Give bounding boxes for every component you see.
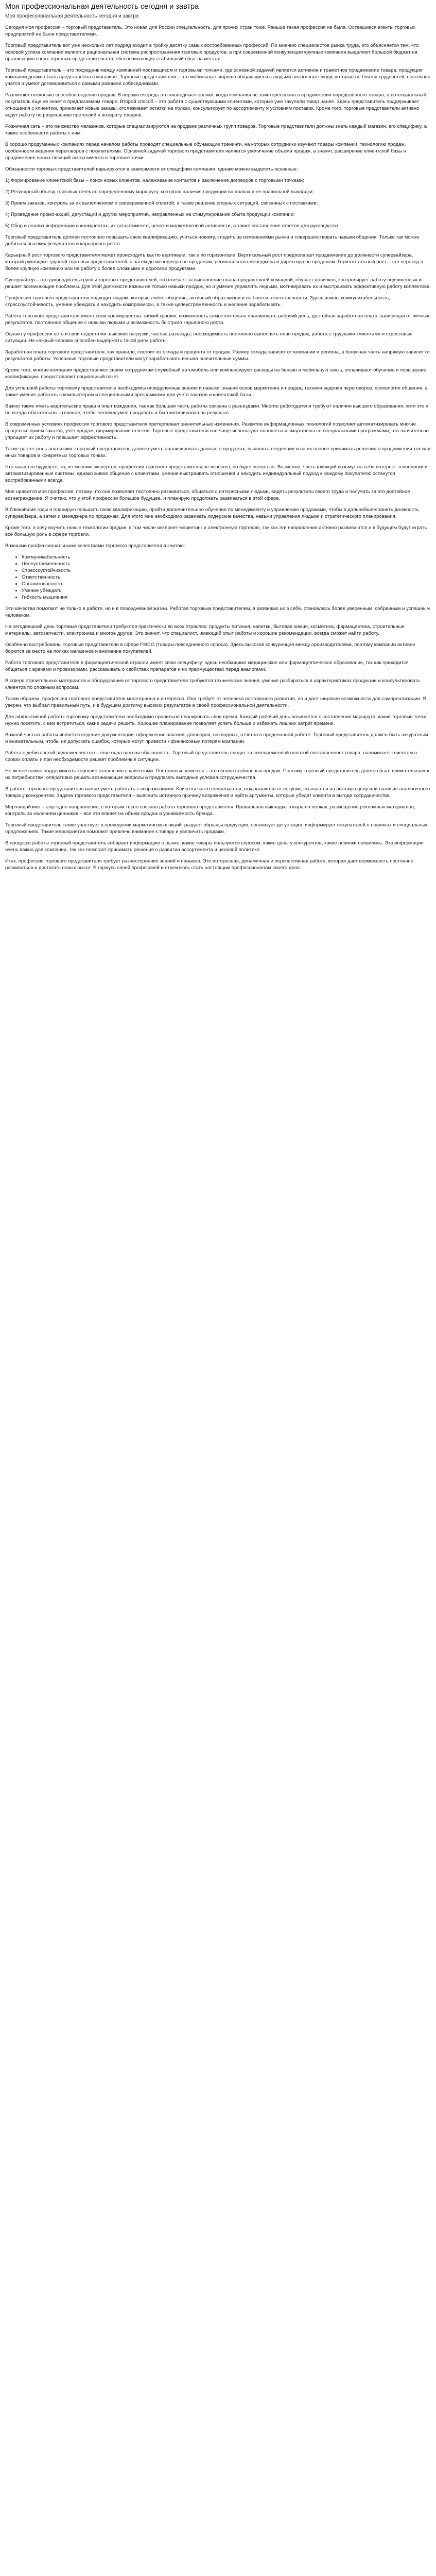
- paragraph: Не менее важно поддерживать хорошие отношения с клиентами. Постоянные клиенты – это основа стабильных продаж. Поэтому торговый представитель должен быть внимательным к их потребностям, оперативно решать возникающие вопросы и предлагать выгодные условия сотрудничества.: [5, 768, 429, 781]
- paragraph: Мерчандайзинг – еще одно направление, с которым тесно связана работа торгового представителя. Правильная выкладка товара на полках, размещение рекламных материалов, контроль за наличием ценников – все это влияет на объем продаж и узнаваемость бренда.: [5, 804, 415, 817]
- paragraph: Профессия торгового представителя подходит людям, которые любят общение, активный образ жизни и не боятся ответственности. Здесь важны коммуникабельность, стрессоустойчивость, умение убеждать и находить компромиссы, а также целеустремленность и желание зарабатывать.: [5, 295, 390, 308]
- paragraph: Работа торгового представителя имеет свои преимущества: гибкий график, возможность самостоятельно планировать рабочий день, достойная заработная плата, зависящая от личных результатов, постоянное общение с новыми людьми и возможность быстрого карьерного роста.: [5, 313, 429, 326]
- paragraph: Важной частью работы является ведение документации: оформление заказов, договоров, накладных, отчетов о проделанной работе. Торговый представитель должен быть аккуратным и внимательным, чтобы не допускать ошибок, которые могут привести к финансовым потерям компании.: [5, 732, 428, 744]
- paragraph: В сфере строительных материалов и оборудования от торгового представителя требуются технические знания, умение разбираться в характеристиках продукции и консультировать клиентов по сложным вопросам.: [5, 678, 420, 690]
- list-item: • Организованность: [22, 581, 431, 587]
- paragraph: Важно также иметь водительские права и опыт вождения, так как большая часть работы связана с разъездами. Многие работодатели требуют наличия высшего образования, хотя это и не всегда обязательно – главное, чтобы человек умел продавать и был мотивирован на результат.: [5, 403, 429, 416]
- page-title: Моя профессиональная деятельность сегодня и завтра: [5, 3, 199, 11]
- paragraph: В ближайшие годы я планирую повысить свою квалификацию, пройти дополнительное обучение по менеджменту и управлению продажами, чтобы в дальнейшем занять должность супервайзера, а затем и менеджера по продажам. Для этого мне необходимо развивать лидерские качества, навыки управления людьми и стратегического планирования.: [5, 507, 419, 519]
- paragraph: Для успешной работы торговому представителю необходимы определенные знания и навыки: знание основ маркетинга и продаж, техники ведения переговоров, психологии общения, а также умение работать с компьютером и специальными программами для учета заказов и клиентской базы.: [5, 385, 428, 398]
- paragraph: Супервайзер – это руководитель группы торговых представителей, он отвечает за выполнение плана продаж своей командой, обучает новичков, контролирует работу подчиненных и решает возникающие проблемы. Для этой должности важны не только навыки продаж, но и умение управлять людьми, мотивировать их и выстраивать эффективную работу коллектива.: [5, 277, 431, 290]
- paragraph: Различают несколько способов ведения продаж. В первую очередь это «холодные» звонки, когда компания не заинтересована в продвижении определённого товара, а потенциальный покупатель еще не знает о предлагаемом товаре. Второй способ – это работа с существующими клиентами, которые уже закупали товар ранее. Здесь представитель поддерживает отношения с клиентом, принимает новые заказы, отслеживает остатки на полках, консультирует по ассортименту и условиям поставок. Кроме того, торговые представители активно ведут работу по разрешению претензий и возврату товаров.: [5, 92, 426, 118]
- paragraph: Также растет роль аналитики: торговый представитель должен уметь анализировать данные о продажах, выявлять тенденции и на их основе принимать решения о продвижении тех или иных товаров в конкретных торговых точках.: [5, 446, 431, 459]
- article-body: [5, 24, 431, 871]
- paragraph: Кроме того, многие компании предоставляют своим сотрудникам служебный автомобиль или компенсируют расходы на бензин и мобильную связь, оплачивают обучение и повышение квалификации, предоставляют социальный пакет.: [5, 367, 427, 380]
- paragraph: Розничная сеть – это множество магазинов, которые специализируются на продаже различных групп товаров. Торговые представители должны знать каждый магазин, его специфику, а также особенности работы с ним.: [5, 124, 427, 136]
- paragraph: Что касается будущего, то, по мнению экспертов, профессия торгового представителя не исчезнет, но будет меняться. Возможно, часть функций возьмут на себя интернет-технологии и автоматизированные системы, однако живое общение с клиентами, умение выстраивать отношения и находить индивидуальный подход к каждому покупателю останутся востребованными всегда.: [5, 464, 428, 483]
- paragraph: 4) Проведение промо-акций, дегустаций и других мероприятий, направленных на стимулирование сбыта продукции компании;: [5, 212, 295, 217]
- paragraph: 5) Сбор и анализ информации о конкурентах, их ассортименте, ценах и маркетинговой активности, а также составление отчетов для руководства.: [5, 223, 340, 229]
- paragraph: Сегодня моя профессия – торговый представитель. Это новая для России специальность, для прочих стран тоже. Раньше такая профессия не была. Оставшиеся агенты торговых предприятий не были представителями.: [5, 25, 415, 37]
- paragraph: Кроме того, я хочу изучить новые технологии продаж, в том числе интернет-маркетинг и электронную торговлю, так как эти направления активно развиваются и в будущем будут играть все большую роль в сфере торговли.: [5, 525, 427, 537]
- paragraph: Таким образом, профессия торгового представителя многогранна и интересна. Она требует от человека постоянного развития, но и дает широкие возможности для самореализации. Я уверен, что выбрал правильный путь, и в будущем достигну высоких результатов в своей профессиональной деятельности.: [5, 696, 427, 708]
- page-subtitle: Моя профессиональная деятельность сегодня и завтра: [5, 13, 139, 19]
- paragraph: Однако у профессии есть и свои недостатки: высокие нагрузки, частые разъезды, необходимость постоянно выполнять план продаж, работа с трудными клиентами и стрессовые ситуации. Не каждый человек способен выдержать такой ритм работы.: [5, 331, 413, 344]
- paragraph: Торговый представитель также участвует в проведении маркетинговых акций: раздает образцы продукции, организует дегустации, информирует покупателей о новинках и специальных предложениях. Такие мероприятия помогают привлечь внимание к товару и увеличить продажи.: [5, 822, 427, 835]
- bullet-list: [5, 554, 431, 601]
- paragraph: Обязанности торговых представителей варьируются в зависимости от специфики компании, однако можно выделить основные:: [5, 166, 298, 172]
- paragraph: Мне нравится моя профессия, потому что она позволяет постоянно развиваться, общаться с интересными людьми, видеть результаты своего труда и получать за это достойное вознаграждение. Я считаю, что у этой профессии большое будущее, и планирую продолжать развиваться в этой сфере.: [5, 489, 410, 501]
- list-item: • Коммуникабельность: [22, 554, 431, 561]
- paragraph: В современных условиях профессия торгового представителя претерпевает значительные изменения. Развитие информационных технологий позволяет автоматизировать многие процессы: прием заказов, учет продаж, формирование отчетов. Торговые представители все чаще используют планшеты и смартфоны со специальными программами, что значительно упрощает их работу и повышает эффективность.: [5, 421, 429, 440]
- list-item: • Целеустремленность: [22, 561, 431, 567]
- paragraph: Торговый представитель вот уже несколько лет подряд входит в тройку десятку самых востребованных профессий. По мнению специалистов рынка труда, это объясняется тем, что основой успеха компании является рациональная система распространения торговых продуктов, а при современной конкуренции крупные компании выделяют большой бюджет на организацию своих торговых представительств, обеспечивающих стабильный сбыт на местах.: [5, 43, 419, 62]
- list-item: • Ответственность: [22, 574, 431, 581]
- list-item: • Стрессоустойчивость: [22, 567, 431, 574]
- paragraph: 1) Формирование клиентской базы – поиск новых клиентов, налаживание контактов и заключение договоров с торговыми точками;: [5, 178, 304, 183]
- paragraph: Работа с дебиторской задолженностью – еще одна важная обязанность. Торговый представитель следит за своевременной оплатой поставленного товара, напоминает клиентам о сроках оплаты и при необходимости решает проблемные ситуации.: [5, 750, 417, 762]
- paragraph: В процессе работы торговый представитель собирает информацию о рынке: какие товары пользуются спросом, какие цены у конкурентов, какие новинки появились. Эта информация очень важна для компании, так как помогает принимать решения о развитии ассортимента и ценовой политике.: [5, 840, 424, 853]
- paragraph: Работа торгового представителя в фармацевтической отрасли имеет свою специфику: здесь необходимо медицинское или фармацевтическое образование, так как приходится общаться с врачами и провизорами, рассказывать о свойствах препаратов и их преимуществах перед аналогами.: [5, 660, 409, 672]
- list-item: • Гибкость мышления: [22, 594, 431, 601]
- paragraph: Итак, профессия торгового представителя требует разносторонних знаний и навыков. Это интересная, динамичная и перспективная работа, которая дает возможность постоянно развиваться и достигать новых высот. Я горжусь своей профессией и стремлюсь стать настоящим профессионалом своего дела.: [5, 858, 414, 871]
- paragraph: 3) Прием заказов, контроль за их выполнением и своевременной оплатой, а также решение спорных ситуаций, связанных с поставками;: [5, 200, 318, 206]
- paragraph: Эти качества помогают не только в работе, но и в повседневной жизни. Работая торговым представителем, я развиваю их в себе, становлюсь более уверенным, собранным и успешным человеком.: [5, 606, 430, 618]
- paragraph: Важными профессиональными качествами торгового представителя я считаю:: [5, 543, 185, 549]
- paragraph: Заработная плата торгового представителя, как правило, состоит из оклада и процента от продаж. Размер оклада зависит от компании и региона, а бонусная часть напрямую зависит от результатов работы. Успешные торговые представители могут зарабатывать весьма значительные суммы.: [5, 349, 430, 362]
- paragraph: Торговый представитель должен постоянно повышать свою квалификацию, учиться новому, следить за изменениями рынка и совершенствовать навыки общения. Только так можно добиться высоких результатов и карьерного роста.: [5, 234, 420, 247]
- paragraph: Для эффективной работы торговому представителю необходимо правильно планировать свое время. Каждый рабочий день начинается с составления маршрута: какие торговые точки нужно посетить, с кем встретиться, какие задачи решить. Хорошее планирование позволяет успеть больше и избежать лишних затрат времени.: [5, 714, 427, 726]
- document: [0, 0, 436, 882]
- paragraph: 2) Регулярный объезд торговых точек по определенному маршруту, контроль наличия продукции на полках и ее правильной выкладки;: [5, 189, 314, 195]
- list-item: • Умение убеждать: [22, 587, 431, 594]
- paragraph: В работе торгового представителя важно уметь работать с возражениями. Клиенты часто сомневаются, отказываются от покупки, ссылаются на высокую цену или наличие аналогичного товара у конкурентов. Задача торгового представителя – выяснить истинную причину возражения и найти аргументы, которые убедят клиента в выгоде сотрудничества.: [5, 786, 430, 799]
- paragraph: Карьерный рост торгового представителя может происходить как по вертикали, так и по горизонтали. Вертикальный рост предполагает продвижение до должности супервайзера, который руководит группой торговых представителей, а затем до менеджера по продажам, регионального менеджера и директора по продажам. Горизонтальный рост – это переход в более крупную компанию или на работу с более сложными и дорогими продуктами.: [5, 252, 424, 272]
- paragraph: Особенно востребованы торговые представители в сфере FMCG (товары повседневного спроса). Здесь высокая конкуренция между производителями, поэтому компании активно борются за место на полках магазинов и внимание покупателей.: [5, 642, 415, 654]
- paragraph: Торговый представитель – это посредник между компанией-поставщиком и торговыми точками, где основной задачей является активное и грамотное продвижение товара, продукция компании должна быть представлена в магазине. Торговые представители – это мобильные, хорошо общающиеся с людьми энергичные люди, которые не боятся трудностей, постоянно учатся и умеют договариваться с самыми разными собеседниками.: [5, 67, 431, 87]
- paragraph: В хорошо продуманных компаниях перед началом работы проводят специальные обучающие тренинги, на которых сотрудники изучают товары компании, технологию продаж, особенности ведения переговоров с покупателями. Основной задачей торгового представителя является увеличение объема продаж, а значит, расширение клиентской базы и продвижение новых позиций ассортимента в торговые точки.: [5, 142, 406, 161]
- paragraph: На сегодняшний день торговые представители требуются практически во всех отраслях: продукты питания, напитки, бытовая химия, косметика, фармацевтика, строительные материалы, автозапчасти, электроника и многое другое. Это значит, что специалист, имеющий опыт работы и хорошие рекомендации, всегда сможет найти работу.: [5, 624, 405, 636]
